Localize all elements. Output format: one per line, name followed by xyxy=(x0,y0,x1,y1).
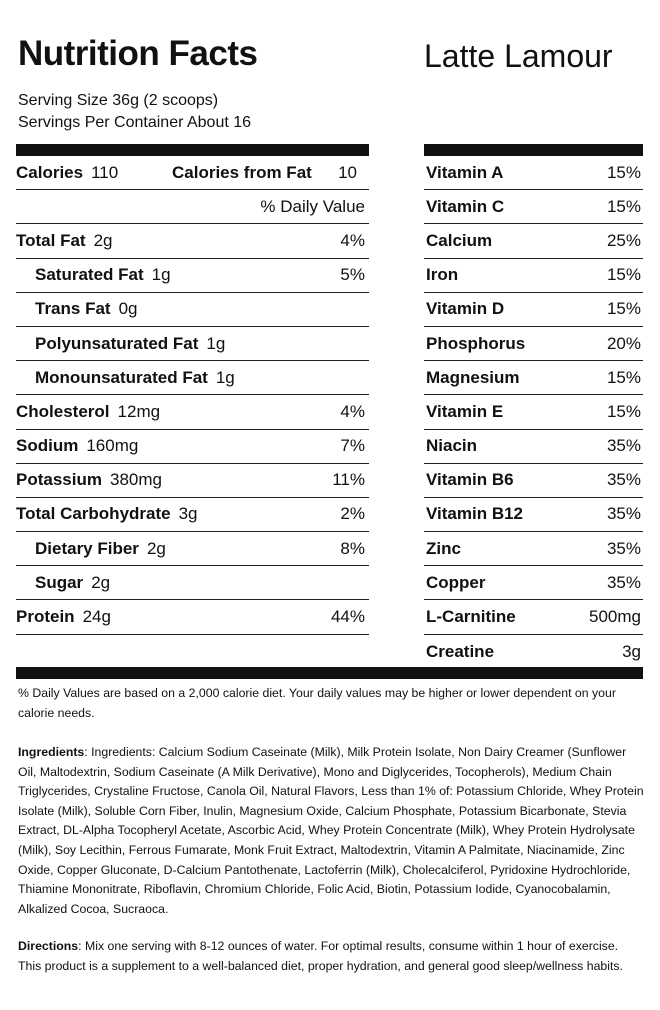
nutrient-amount: 3g xyxy=(178,504,198,524)
nutrient-amount: 380mg xyxy=(109,470,162,490)
directions-section xyxy=(18,937,644,976)
page-title: Nutrition Facts xyxy=(18,34,258,73)
nutrient-daily-value: 11% xyxy=(332,470,365,490)
vitamin-value: 35% xyxy=(606,470,641,490)
vitamin-row xyxy=(424,498,643,532)
calories-value: 110 xyxy=(91,162,119,182)
nutrition-table xyxy=(16,156,369,635)
daily-value-header xyxy=(16,190,369,224)
ingredients-label: Ingredients xyxy=(18,745,85,759)
vitamin-row xyxy=(424,361,643,395)
vitamin-value: 500mg xyxy=(589,607,641,627)
vitamin-name: Vitamin A xyxy=(426,162,504,182)
nutrient-amount: 1g xyxy=(206,333,226,353)
nutrient-row xyxy=(16,498,369,532)
vitamin-value: 3g xyxy=(622,641,641,661)
nutrient-name: Monounsaturated Fat xyxy=(35,367,208,387)
calories-row xyxy=(16,156,369,190)
vitamin-row xyxy=(424,293,643,327)
vitamin-value: 20% xyxy=(606,333,641,353)
vitamin-value: 35% xyxy=(606,504,641,524)
nutrient-row xyxy=(16,464,369,498)
vitamin-name: Vitamin B12 xyxy=(426,504,524,524)
vitamin-name: Vitamin E xyxy=(426,401,504,421)
nutrient-row xyxy=(16,259,369,293)
vitamin-name: Calcium xyxy=(426,230,493,250)
vitamin-value: 15% xyxy=(606,162,641,182)
nutrient-amount: 2g xyxy=(93,230,113,250)
right-top-bar xyxy=(424,144,643,156)
nutrient-name: Total Carbohydrate xyxy=(16,504,171,524)
vitamin-value: 15% xyxy=(606,196,641,216)
nutrient-amount: 2g xyxy=(146,538,166,558)
daily-value-footnote: % Daily Values are based on a 2,000 calorie diet. Your daily values may be higher or lower dependent on your calorie needs. xyxy=(18,686,616,720)
calories-from-fat-value: 10 xyxy=(338,162,357,182)
vitamin-row xyxy=(424,430,643,464)
nutrient-name: Total Fat xyxy=(16,230,86,250)
serving-info xyxy=(18,90,251,134)
vitamin-row xyxy=(424,464,643,498)
vitamin-row xyxy=(424,156,643,190)
nutrient-name: Cholesterol xyxy=(16,401,110,421)
nutrient-daily-value: 8% xyxy=(340,538,365,558)
vitamin-row xyxy=(424,600,643,634)
vitamins-table xyxy=(424,156,643,669)
vitamin-row xyxy=(424,259,643,293)
nutrient-name: Dietary Fiber xyxy=(35,538,139,558)
nutrient-name: Saturated Fat xyxy=(35,265,144,285)
vitamin-value: 25% xyxy=(606,230,641,250)
serving-size: Serving Size 36g (2 scoops) xyxy=(18,92,219,109)
vitamin-name: Copper xyxy=(426,572,486,592)
servings-per-container: Servings Per Container About 16 xyxy=(18,114,252,131)
nutrient-amount: 0g xyxy=(118,299,138,319)
nutrient-row xyxy=(16,395,369,429)
nutrient-row xyxy=(16,293,369,327)
vitamin-row xyxy=(424,327,643,361)
vitamin-name: L-Carnitine xyxy=(426,607,516,627)
nutrient-name: Sugar xyxy=(35,572,84,592)
vitamin-name: Vitamin D xyxy=(426,299,505,319)
vitamin-row xyxy=(424,566,643,600)
calories-from-fat-label: Calories from Fat xyxy=(172,162,312,182)
vitamin-name: Magnesium xyxy=(426,367,520,387)
nutrient-name: Potassium xyxy=(16,470,102,490)
nutrient-amount: 2g xyxy=(91,572,111,592)
vitamin-value: 15% xyxy=(606,401,641,421)
nutrient-row xyxy=(16,566,369,600)
vitamin-row xyxy=(424,635,643,669)
vitamin-value: 35% xyxy=(606,572,641,592)
nutrient-amount: 160mg xyxy=(86,436,139,456)
nutrient-name: Polyunsaturated Fat xyxy=(35,333,199,353)
ingredients-section xyxy=(18,743,644,919)
vitamin-name: Creatine xyxy=(426,641,495,661)
calories-label: Calories xyxy=(16,162,84,182)
vitamin-row xyxy=(424,395,643,429)
nutrient-row xyxy=(16,224,369,258)
vitamin-value: 35% xyxy=(606,538,641,558)
vitamin-name: Vitamin B6 xyxy=(426,470,514,490)
nutrient-name: Trans Fat xyxy=(35,299,111,319)
nutrient-amount: 12mg xyxy=(117,401,161,421)
product-name: Latte Lamour xyxy=(424,38,613,74)
vitamin-name: Zinc xyxy=(426,538,461,558)
nutrient-daily-value: 2% xyxy=(340,504,365,524)
directions-text: : Mix one serving with 8-12 ounces of water. For optimal results, consume within 1 hour of exercise. This product is a supplement to a well-balanced diet, proper hydration, and general good sleep/wellness habits. xyxy=(18,939,623,973)
vitamin-value: 15% xyxy=(606,367,641,387)
nutrient-name: Protein xyxy=(16,607,75,627)
left-top-bar xyxy=(16,144,369,156)
nutrient-row xyxy=(16,532,369,566)
nutrient-daily-value: 44% xyxy=(330,607,365,627)
vitamin-value: 35% xyxy=(606,436,641,456)
nutrient-row xyxy=(16,327,369,361)
vitamin-value: 15% xyxy=(606,299,641,319)
vitamin-row xyxy=(424,532,643,566)
ingredients-text: : Ingredients: Calcium Sodium Caseinate (Milk), Milk Protein Isolate, Non Dairy Creamer (Sunflower Oil, Maltodextrin, Sodium Caseinate (A Milk Derivative), Mono and Diglycerides, Tocopherols), Medium Chain Triglycerides, Crystaline Fructose, Canola Oil, Natural Flavors, Less than 1% of: Potassium Chloride, Whey Protein Isolate (Milk), Soluble Corn Fiber, Inulin, Magnesium Oxide, Calcium Phosphate, Potassium Bicarbonate, Stevia Extract, DL-Alpha Tocopheryl Acetate, Ascorbic Acid, Whey Protein Concentrate (Milk), Whey Protein Hydrolysate (Milk), Soy Lecithin, Ferrous Fumarate, Monk Fruit Extract, Maltodextrin, Vitamin A Palmitate, Niacinamide, Zinc Oxide, Copper Gluconate, D-Calcium Pantothenate, Lactoferrin (Milk), Cholecalciferol, Pyridoxine Hydrochloride, Thiamine Mononitrate, Riboflavin, Chromium Chloride, Folic Acid, Biotin, Potassium Iodide, Cyanocobalamin, Alkalized Cocoa, Sucraoca. xyxy=(18,745,644,916)
nutrient-daily-value: 7% xyxy=(340,436,365,456)
nutrient-daily-value: 4% xyxy=(340,230,365,250)
nutrient-row xyxy=(16,430,369,464)
vitamin-row xyxy=(424,190,643,224)
nutrient-amount: 1g xyxy=(215,367,235,387)
vitamin-name: Iron xyxy=(426,265,459,285)
nutrient-name: Sodium xyxy=(16,436,79,456)
daily-value-label: % Daily Value xyxy=(260,196,365,216)
vitamin-name: Vitamin C xyxy=(426,196,505,216)
vitamin-name: Phosphorus xyxy=(426,333,526,353)
nutrient-row xyxy=(16,361,369,395)
vitamin-row xyxy=(424,224,643,258)
nutrient-daily-value: 5% xyxy=(340,265,365,285)
nutrient-row xyxy=(16,600,369,634)
nutrient-amount: 24g xyxy=(82,607,111,627)
vitamin-value: 15% xyxy=(606,265,641,285)
nutrient-daily-value: 4% xyxy=(340,401,365,421)
vitamin-name: Niacin xyxy=(426,436,478,456)
directions-label: Directions xyxy=(18,939,79,953)
nutrient-amount: 1g xyxy=(151,265,171,285)
